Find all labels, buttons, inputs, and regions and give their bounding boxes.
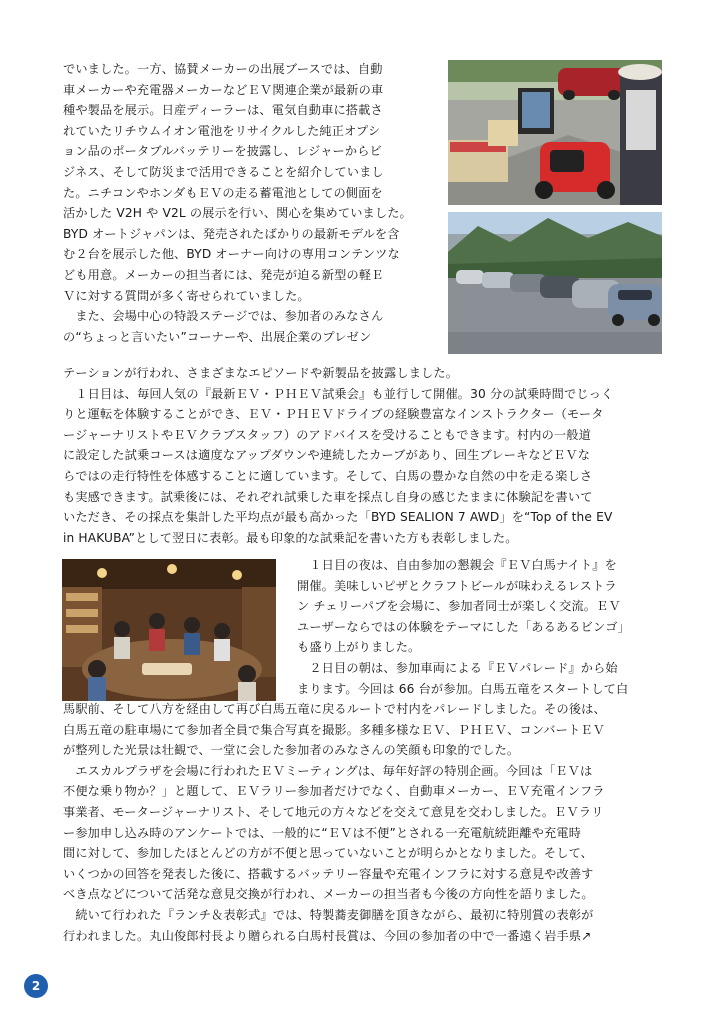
- text-line: １日目の夜は、自由参加の懇親会『ＥＶ白馬ナイト』を: [297, 558, 617, 572]
- text-line: りと運転を体験することができ、ＥＶ・ＰＨＥＶドライブの経験豊富なインストラクター（モータ: [63, 407, 604, 422]
- text-line: ジネス、そして防災まで活用できることを紹介していまし: [63, 164, 384, 179]
- text-line: いくつかの回答を発表した後に、搭載するバッテリー容量や充電インフラに対する意見や改善す: [63, 866, 594, 881]
- text-line: いただき、その採点を集計した平均点が最も高かった「BYD SEALION 7 AWD」を“Top of the EV: [63, 510, 613, 525]
- text-line: 続いて行われた『ランチ＆表彰式』では、特製蕎麦御膳を頂きながら、最初に特別賞の表彰が: [63, 907, 594, 922]
- text-line: べき点などについて活発な意見交換が行われ、メーカーの担当者も今後の方向性を語りました。: [63, 887, 594, 902]
- text-line: 車メーカーや充電器メーカーなどＥＶ関連企業が最新の車: [63, 82, 384, 97]
- restaurant-party-photo: [62, 559, 276, 701]
- text-line: また、会場中心の特設ステージでは、参加者のみなさん: [63, 309, 384, 324]
- text-line: ージャーナリストやＥＶクラブスタッフ）のアドバイスを受けることもできます。村内の一般道: [63, 427, 591, 442]
- text-line: も盛り上がりました。: [297, 640, 421, 655]
- text-line: エスカルプラザを会場に行われたＥＶミーティングは、毎年好評の特別企画。今回は「ＥＶは: [63, 763, 593, 778]
- exhibition-booth-photo: [448, 60, 662, 205]
- text-line: 馬駅前、そして八方を経由して再び白馬五竜に戻るルートで村内をパレードしました。その後は、: [63, 702, 606, 716]
- text-line: ョン品のポータブルバッテリーを披露し、レジャーからビ: [63, 144, 382, 159]
- text-line: 活かした V2H や V2L の展示を行い、関心を集めていました。: [63, 206, 412, 221]
- text-line: の“ちょっと言いたい”コーナーや、出展企業のプレゼン: [63, 329, 372, 344]
- text-line: れていたリチウムイオン電池をリサイクルした純正オプシ: [63, 123, 381, 138]
- page-number-badge: 2: [24, 974, 48, 998]
- text-line: む２台を展示した他、BYD オーナー向けの専用コンテンツな: [63, 247, 400, 262]
- text-line: まります。今回は 66 台が参加。白馬五竜をスタートして白: [297, 681, 629, 696]
- text-line: も実感できます。試乗後には、それぞれ試乗した車を採点し自身の感じたままに体験記を書いて: [63, 489, 593, 504]
- text-line: Ｖに対する質問が多く寄せられていました。: [63, 288, 310, 303]
- text-line: １日目は、毎回人気の『最新ＥＶ・ＰＨＥＶ試乗会』も並行して開催。30 分の試乗時間でじっく: [63, 386, 614, 401]
- text-line: 間に対して、参加したほとんどの方が不便と思っていないことが明らかとなりました。そして、: [63, 846, 594, 861]
- parked-evs-photo: [448, 212, 662, 354]
- text-line: BYD オートジャパンは、発売されたばかりの最新モデルを含: [63, 226, 400, 241]
- text-line: テーションが行われ、さまざまなエピソードや新製品を披露しました。: [63, 366, 459, 380]
- text-line: 白馬五竜の駐車場にて参加者全員で集合写真を撮影。多種多様なＥＶ、ＰＨＥＶ、コンバートＥＶ: [63, 722, 605, 737]
- text-column-top: [63, 59, 433, 347]
- text-line: ユーザーならではの体験をテーマにした「あるあるビンゴ」: [297, 619, 630, 634]
- text-line: ２日目の朝は、参加車両による『ＥＶパレード』から始: [297, 660, 618, 675]
- text-line: た。ニチコンやホンダもＥＶの走る蓄電池としての側面を: [63, 185, 383, 200]
- text-line: ー参加申し込み時のアンケートでは、一般的に“ＥＶは不便”とされる一充電航続距離や充電時: [63, 825, 582, 840]
- text-line: でいました。一方、協賛メーカーの出展ブースでは、自動: [63, 62, 383, 76]
- text-column-lower: [297, 555, 662, 699]
- text-line: 開催。美味しいピザとクラフトビールが味わえるレストラ: [297, 578, 617, 593]
- text-line: に設定した試乗コースは適度なアップダウンや連続したカーブがあり、回生ブレーキなどＥＶな: [63, 448, 591, 463]
- text-block-bottom: [63, 699, 661, 946]
- text-line: 不便な乗り物か？」と題して、ＥＶラリー参加者だけでなく、自動車メーカー、ＥＶ充電インフラ: [63, 784, 605, 799]
- text-line: ン チェリーパブを会場に、参加者同士が楽しく交流。ＥＶ: [297, 599, 621, 614]
- text-line: in HAKUBA”として翌日に表彰。最も印象的な試乗記を書いた方も表彰しました。: [63, 530, 518, 545]
- text-line: 種や製品を展示。日産ディーラーは、電気自動車に搭載さ: [63, 103, 383, 118]
- text-line: が整列した光景は壮観で、一堂に会した参加者のみなさんの笑顔も印象的でした。: [63, 743, 520, 758]
- text-line: らではの走行特性を体感することに適しています。そして、白馬の豊かな自然の中を走る楽しさ: [63, 468, 593, 483]
- text-block-middle: [63, 363, 661, 548]
- text-line: ども用意。メーカーの担当者には、発売が迫る新型の軽Ｅ: [63, 267, 384, 282]
- text-line: 行われました。丸山俊郎村長より贈られる白馬村長賞は、今回の参加者の中で一番遠く岩手県↗: [63, 928, 592, 943]
- text-line: 事業者、モータージャーナリスト、そして地元の方々などを交えて意見を交わしました。ＥＶラリ: [63, 804, 604, 819]
